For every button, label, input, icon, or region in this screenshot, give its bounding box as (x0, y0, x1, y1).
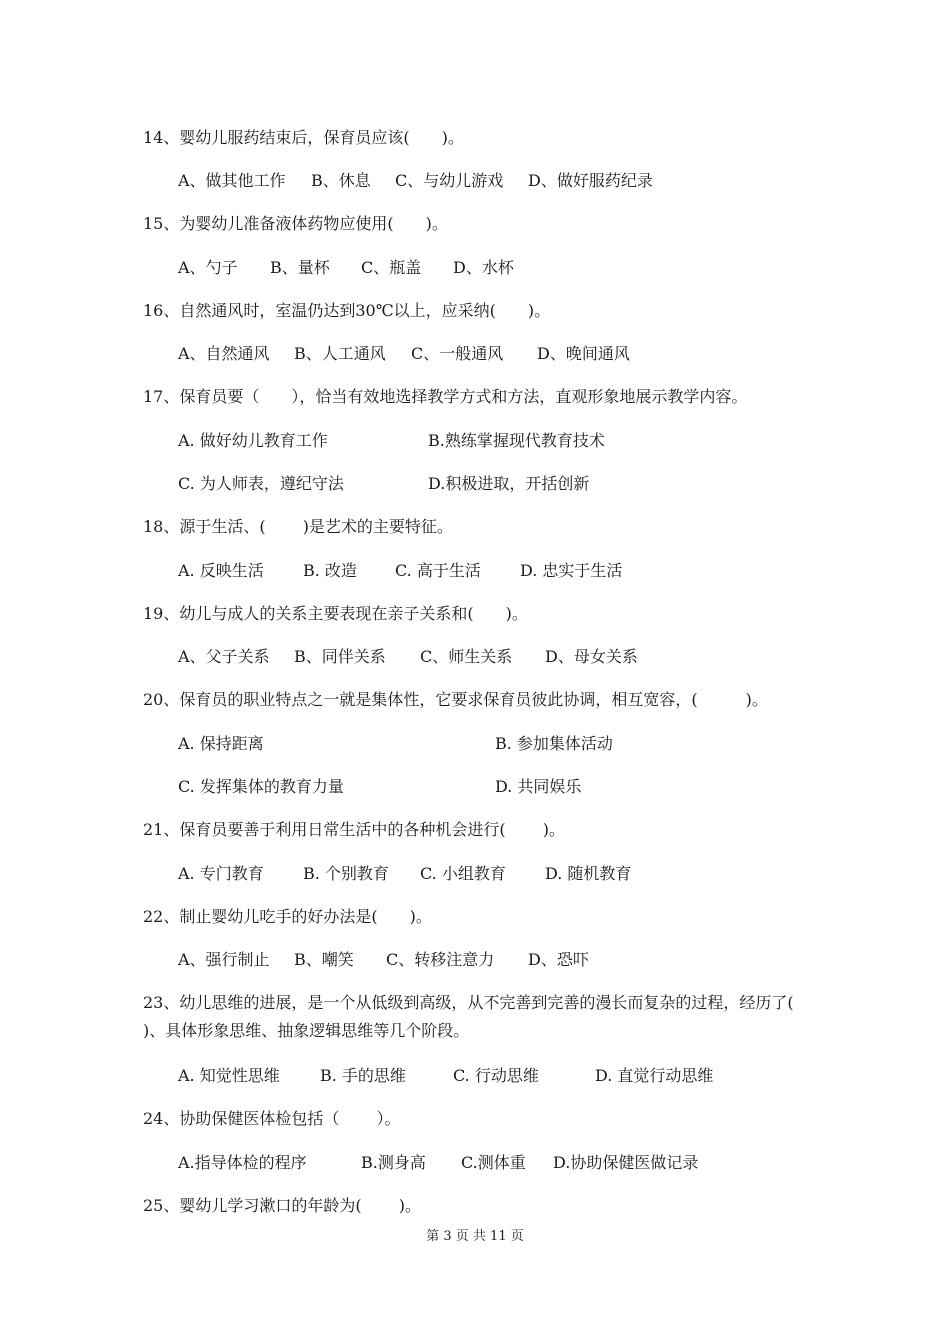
q18-option-a: A. 反映生活 (178, 561, 264, 580)
q18-option-b: B. 改造 (303, 561, 357, 580)
q23-option-d: D. 直觉行动思维 (595, 1066, 714, 1085)
q19-option-b: B、同伴关系 (294, 647, 386, 666)
q22-option-b: B、嘲笑 (294, 950, 354, 969)
q24-option-b: B.测身高 (361, 1153, 426, 1172)
q20-option-b: B. 参加集体活动 (495, 734, 613, 753)
question-14: 14、婴幼儿服药结束后，保育员应该( )。 (143, 128, 464, 147)
q23-option-c: C. 行动思维 (453, 1066, 539, 1085)
q19-option-a: A、父子关系 (178, 647, 270, 666)
question-18: 18、源于生活、( )是艺术的主要特征。 (143, 517, 453, 536)
question-16: 16、自然通风时，室温仍达到30℃以上，应采纳( )。 (143, 301, 551, 320)
question-21: 21、保育员要善于利用日常生活中的各种机会进行( )。 (143, 820, 565, 839)
q15-option-c: C、瓶盖 (361, 258, 422, 277)
q15-option-b: B、量杯 (270, 258, 330, 277)
q17-option-b: B.熟练掌握现代教育技术 (428, 431, 605, 450)
q23-option-a: A. 知觉性思维 (178, 1066, 280, 1085)
q22-option-a: A、强行制止 (178, 950, 270, 969)
page-number-footer: 第 3 页 共 11 页 (426, 1229, 524, 1244)
q22-option-d: D、恐吓 (528, 950, 589, 969)
question-23: 23、幼儿思维的进展，是一个从低级到高级，从不完善到完善的漫长而复杂的过程，经历了( )、具体形象思维、抽象逻辑思维等几个阶段。 (143, 993, 831, 1040)
q21-option-d: D. 随机教育 (545, 864, 632, 883)
q22-option-c: C、转移注意力 (386, 950, 495, 969)
q16-option-a: A、自然通风 (178, 344, 270, 363)
q20-option-c: C. 发挥集体的教育力量 (178, 777, 344, 796)
question-17: 17、保育员要（ ），恰当有效地选择教学方式和方法，直观形象地展示教学内容。 (143, 387, 748, 406)
q16-option-d: D、晚间通风 (537, 344, 630, 363)
question-25: 25、婴幼儿学习漱口的年龄为( )。 (143, 1196, 421, 1215)
q21-option-b: B. 个别教育 (303, 864, 389, 883)
q17-option-d: D.积极进取，开括创新 (428, 474, 590, 493)
q16-option-b: B、人工通风 (294, 344, 386, 363)
question-22: 22、制止婴幼儿吃手的好办法是( )。 (143, 907, 432, 926)
q16-option-c: C、一般通风 (411, 344, 504, 363)
question-19: 19、幼儿与成人的关系主要表现在亲子关系和( )。 (143, 604, 528, 623)
q19-option-c: C、师生关系 (420, 647, 513, 666)
q17-option-c: C. 为人师表，遵纪守法 (178, 474, 344, 493)
q21-option-a: A. 专门教育 (178, 864, 264, 883)
q20-option-d: D. 共同娱乐 (495, 777, 582, 796)
q17-option-a: A. 做好幼儿教育工作 (178, 431, 328, 450)
q24-option-a: A.指导体检的程序 (178, 1153, 307, 1172)
q15-option-d: D、水杯 (453, 258, 514, 277)
q18-option-c: C. 高于生活 (395, 561, 481, 580)
q14-option-c: C、与幼儿游戏 (395, 171, 504, 190)
q21-option-c: C. 小组教育 (420, 864, 506, 883)
question-15: 15、为婴幼儿准备液体药物应使用( )。 (143, 214, 448, 233)
q15-option-a: A、勺子 (178, 258, 238, 277)
q14-option-d: D、做好服药纪录 (528, 171, 653, 190)
q24-option-c: C.测体重 (461, 1153, 526, 1172)
question-24: 24、协助保健医体检包括（ ）。 (143, 1109, 401, 1128)
question-20: 20、保育员的职业特点之一就是集体性，它要求保育员彼此协调，相互宽容，( )。 (143, 690, 768, 709)
q14-option-b: B、休息 (311, 171, 371, 190)
q19-option-d: D、母女关系 (545, 647, 638, 666)
q20-option-a: A. 保持距离 (178, 734, 264, 753)
q18-option-d: D. 忠实于生活 (520, 561, 623, 580)
q23-option-b: B. 手的思维 (320, 1066, 406, 1085)
q24-option-d: D.协助保健医做记录 (553, 1153, 699, 1172)
q14-option-a: A、做其他工作 (178, 171, 286, 190)
